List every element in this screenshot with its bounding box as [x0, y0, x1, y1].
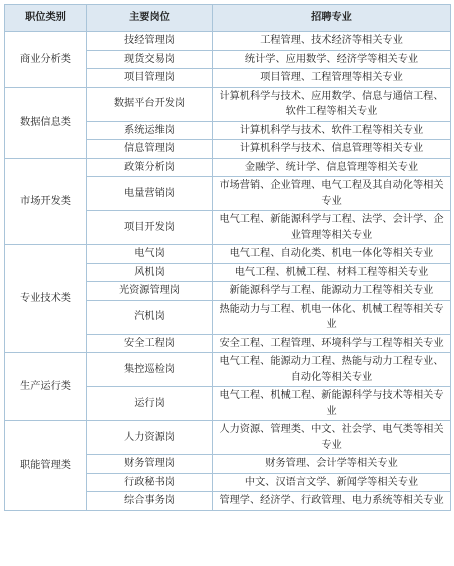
position-cell: 政策分析岗 [87, 158, 213, 177]
position-cell: 信息管理岗 [87, 140, 213, 159]
table-row [5, 353, 451, 387]
header-category: 职位类别 [5, 5, 87, 32]
majors-cell: 计算机科学与技术、信息管理等相关专业 [213, 140, 451, 159]
table-body [5, 32, 451, 511]
majors-cell: 中文、汉语言文学、新闻学等相关专业 [213, 473, 451, 492]
position-cell: 风机岗 [87, 263, 213, 282]
majors-cell: 人力资源、管理类、中文、社会学、电气类等相关专业 [213, 421, 451, 455]
position-cell: 技经管理岗 [87, 32, 213, 51]
position-cell: 集控巡检岗 [87, 353, 213, 387]
position-cell: 数据平台开发岗 [87, 87, 213, 121]
table-header-row [5, 5, 451, 32]
header-majors: 招聘专业 [213, 5, 451, 32]
majors-cell: 管理学、经济学、行政管理、电力系统等相关专业 [213, 492, 451, 511]
table-row [5, 245, 451, 264]
majors-cell: 计算机科学与技术、应用数学、信息与通信工程、软件工程等相关专业 [213, 87, 451, 121]
majors-cell: 电气工程、自动化类、机电一体化等相关专业 [213, 245, 451, 264]
position-cell: 运行岗 [87, 387, 213, 421]
category-cell: 市场开发类 [5, 158, 87, 245]
table-row [5, 421, 451, 455]
majors-cell: 市场营销、企业管理、电气工程及其自动化等相关专业 [213, 177, 451, 211]
table-row [5, 32, 451, 51]
majors-cell: 计算机科学与技术、软件工程等相关专业 [213, 121, 451, 140]
position-cell: 系统运维岗 [87, 121, 213, 140]
position-cell: 行政秘书岗 [87, 473, 213, 492]
position-cell: 项目开发岗 [87, 211, 213, 245]
recruitment-table [4, 4, 451, 511]
category-cell: 职能管理类 [5, 421, 87, 511]
position-cell: 汽机岗 [87, 300, 213, 334]
majors-cell: 财务管理、会计学等相关专业 [213, 455, 451, 474]
position-cell: 综合事务岗 [87, 492, 213, 511]
majors-cell: 安全工程、工程管理、环境科学与工程等相关专业 [213, 334, 451, 353]
category-cell: 商业分析类 [5, 32, 87, 88]
position-cell: 光资源管理岗 [87, 282, 213, 301]
position-cell: 财务管理岗 [87, 455, 213, 474]
position-cell: 现货交易岗 [87, 50, 213, 69]
majors-cell: 电气工程、机械工程、材料工程等相关专业 [213, 263, 451, 282]
majors-cell: 金融学、统计学、信息管理等相关专业 [213, 158, 451, 177]
position-cell: 安全工程岗 [87, 334, 213, 353]
position-cell: 人力资源岗 [87, 421, 213, 455]
position-cell: 电气岗 [87, 245, 213, 264]
majors-cell: 统计学、应用数学、经济学等相关专业 [213, 50, 451, 69]
majors-cell: 电气工程、机械工程、新能源科学与技术等相关专业 [213, 387, 451, 421]
majors-cell: 热能动力与工程、机电一体化、机械工程等相关专业 [213, 300, 451, 334]
position-cell: 项目管理岗 [87, 69, 213, 88]
majors-cell: 工程管理、技术经济等相关专业 [213, 32, 451, 51]
majors-cell: 项目管理、工程管理等相关专业 [213, 69, 451, 88]
majors-cell: 电气工程、新能源科学与工程、法学、会计学、企业管理等相关专业 [213, 211, 451, 245]
table-row [5, 158, 451, 177]
category-cell: 生产运行类 [5, 353, 87, 421]
table-row [5, 87, 451, 121]
majors-cell: 新能源科学与工程、能源动力工程等相关专业 [213, 282, 451, 301]
position-cell: 电量营销岗 [87, 177, 213, 211]
header-position: 主要岗位 [87, 5, 213, 32]
category-cell: 专业技术类 [5, 245, 87, 353]
category-cell: 数据信息类 [5, 87, 87, 158]
majors-cell: 电气工程、能源动力工程、热能与动力工程专业、自动化等相关专业 [213, 353, 451, 387]
